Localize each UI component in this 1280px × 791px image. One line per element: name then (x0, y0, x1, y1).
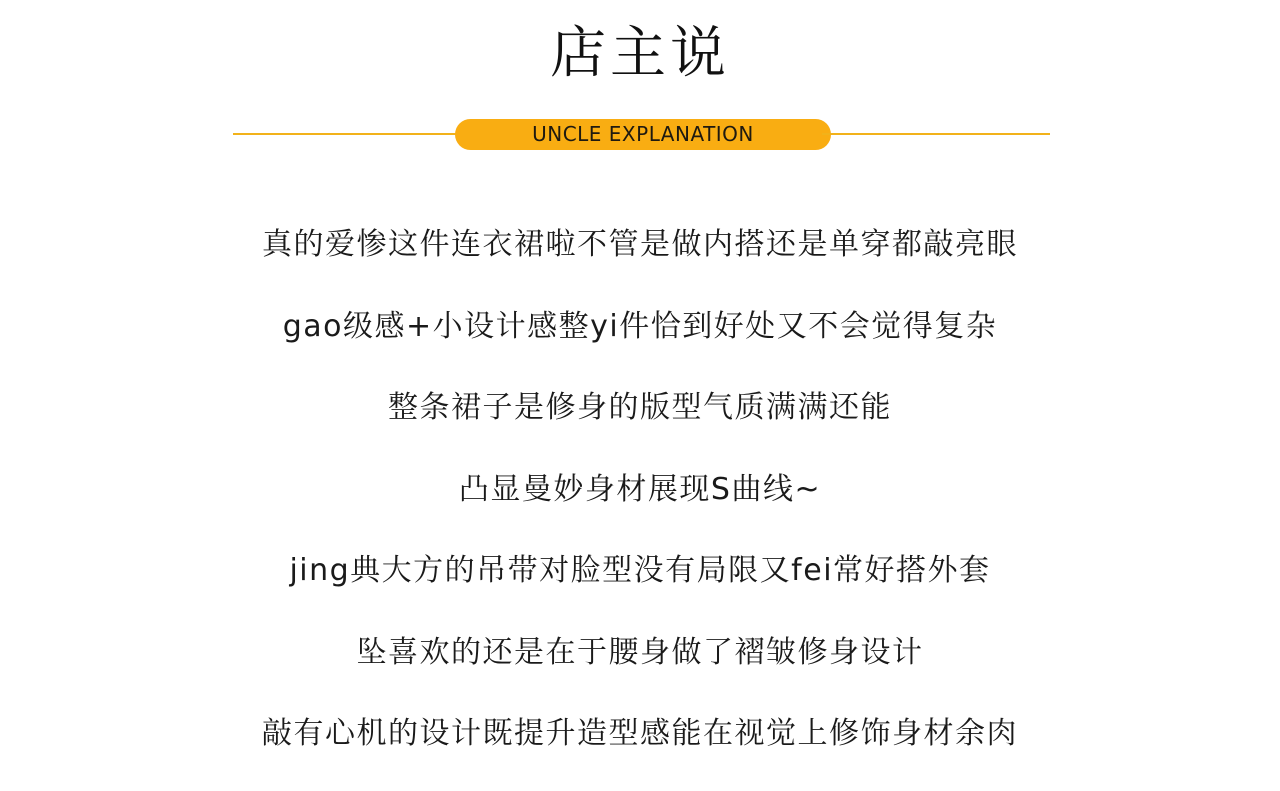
description-line: gao级感+小设计感整yi件恰到好处又不会觉得复杂 (282, 308, 998, 344)
description-line: 真的爱惨这件连衣裙啦不管是做内搭还是单穿都敲亮眼 (262, 227, 1018, 262)
description-line: 坠喜欢的还是在于腰身做了褶皱修身设计 (356, 634, 924, 670)
description-line: 敲有心机的设计既提升造型感能在视觉上修饰身材余肉 (262, 716, 1018, 751)
description-line: jing典大方的吊带对脸型没有局限又fei常好搭外套 (289, 553, 991, 588)
description-text-block (0, 220, 1280, 791)
description-line: 整条裙子是修身的版型气质满满还能 (388, 390, 892, 425)
divider-right (822, 133, 1050, 135)
divider-left (233, 133, 463, 135)
description-line: 凸显曼妙身材展现S曲线~ (458, 471, 822, 507)
section-title: 店主说 (550, 21, 730, 86)
section-subtitle-badge: UNCLE EXPLANATION (455, 119, 831, 150)
